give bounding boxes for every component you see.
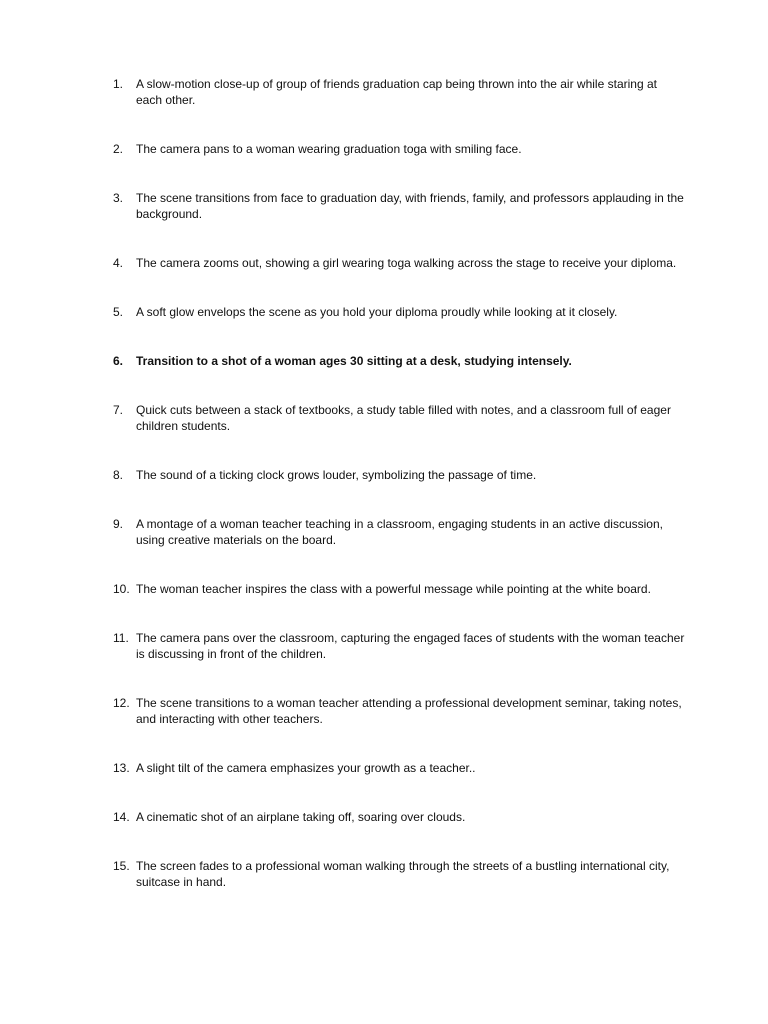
- list-item-12: [0, 695, 768, 727]
- item-text: The scene transitions from face to graduation day, with friends, family, and professors applauding in the background.: [136, 191, 684, 221]
- list-item-10: [0, 581, 768, 597]
- list-item-2: [0, 141, 768, 157]
- list-item-14: [0, 809, 768, 825]
- item-number: 10.: [113, 582, 130, 596]
- numbered-list: [0, 76, 768, 923]
- item-number: 1.: [113, 77, 124, 91]
- item-number: 11.: [113, 631, 129, 645]
- item-number: 12.: [113, 696, 130, 710]
- item-text: A slight tilt of the camera emphasizes your growth as a teacher..: [136, 761, 476, 775]
- list-item-7: [0, 402, 768, 434]
- list-item-3: [0, 190, 768, 222]
- item-number: 8.: [113, 468, 124, 482]
- item-text: Quick cuts between a stack of textbooks, a study table filled with notes, and a classroom full of eager children students.: [136, 403, 671, 433]
- item-text: A slow-motion close-up of group of friends graduation cap being thrown into the air while staring at each other.: [136, 77, 657, 107]
- item-number: 5.: [113, 305, 124, 319]
- item-text: The screen fades to a professional woman walking through the streets of a bustling international city, suitcase in hand.: [136, 859, 670, 889]
- list-item-6: [0, 353, 768, 369]
- item-number: 14.: [113, 810, 130, 824]
- item-number: 3.: [113, 191, 124, 205]
- item-text: The camera zooms out, showing a girl wearing toga walking across the stage to receive your diploma.: [136, 256, 677, 270]
- item-text: The woman teacher inspires the class with a powerful message while pointing at the white board.: [136, 582, 651, 596]
- list-item-8: [0, 467, 768, 483]
- item-text: The sound of a ticking clock grows louder, symbolizing the passage of time.: [136, 468, 537, 482]
- item-text: The camera pans to a woman wearing graduation toga with smiling face.: [136, 142, 522, 156]
- list-item-1: [0, 76, 768, 108]
- list-item-15: [0, 858, 768, 890]
- list-item-4: [0, 255, 768, 271]
- item-number: 15.: [113, 859, 130, 873]
- item-number: 6.: [113, 354, 124, 368]
- list-item-5: [0, 304, 768, 320]
- item-number: 2.: [113, 142, 124, 156]
- list-item-11: [0, 630, 768, 662]
- item-number: 13.: [113, 761, 130, 775]
- item-number: 4.: [113, 256, 124, 270]
- item-number: 9.: [113, 517, 124, 531]
- item-text: Transition to a shot of a woman ages 30 sitting at a desk, studying intensely.: [136, 354, 572, 368]
- item-text: The scene transitions to a woman teacher attending a professional development seminar, taking notes, and interacting with other teachers.: [136, 696, 682, 726]
- list-item-9: [0, 516, 768, 548]
- item-text: The camera pans over the classroom, capturing the engaged faces of students with the woman teacher is discussing in front of the children.: [136, 631, 685, 661]
- item-number: 7.: [113, 403, 124, 417]
- list-item-13: [0, 760, 768, 776]
- item-text: A montage of a woman teacher teaching in a classroom, engaging students in an active discussion, using creative materials on the board.: [136, 517, 663, 547]
- item-text: A soft glow envelops the scene as you hold your diploma proudly while looking at it closely.: [136, 305, 618, 319]
- item-text: A cinematic shot of an airplane taking off, soaring over clouds.: [136, 810, 466, 824]
